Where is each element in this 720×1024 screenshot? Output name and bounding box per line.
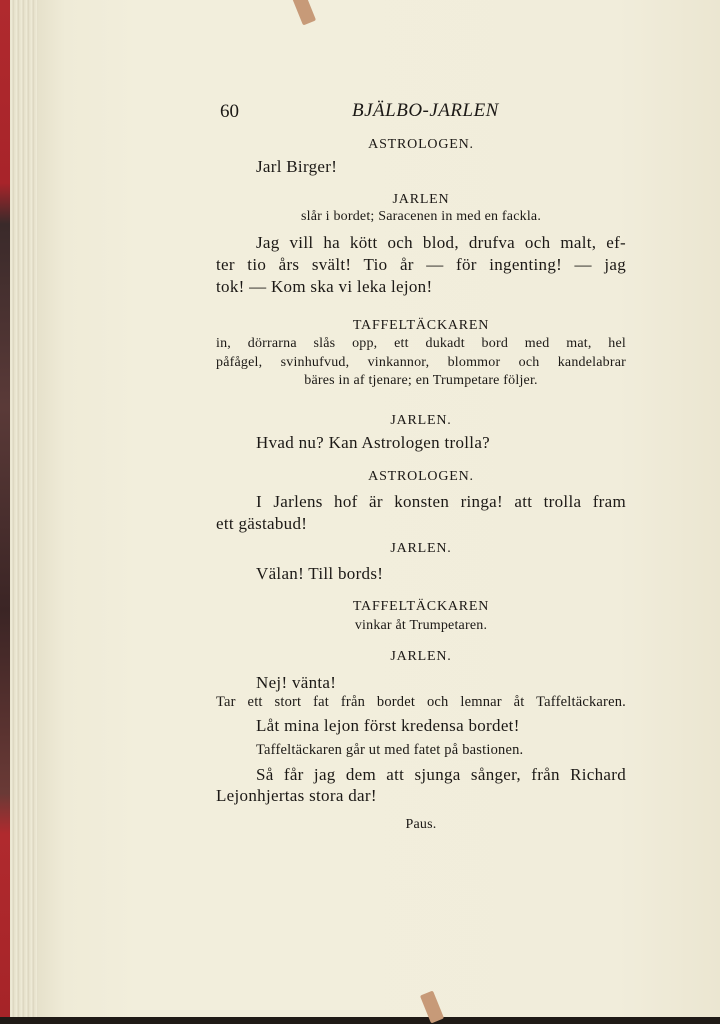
speaker-astrologen: ASTROLOGEN.	[368, 469, 474, 484]
stage-direction: slår i bordet; Saracenen in med en fackla.	[300, 209, 542, 224]
speaker-jarlen: JARLEN.	[390, 541, 452, 556]
dialogue-line: Hvad nu? Kan Astrologen trolla?	[256, 433, 491, 452]
dialogue-line: Så får jag dem att sjunga sånger, från Richard	[256, 765, 626, 784]
dialogue-line: ter tio års svält! Tio år — för ingenting! — jag	[216, 255, 626, 274]
stage-direction: Taffeltäckaren går ut med fatet på bastionen.	[256, 742, 524, 758]
dialogue-line: tok! — Kom ska vi leka lejon!	[216, 277, 433, 296]
page-number: 60	[220, 101, 239, 122]
speaker-jarlen: JARLEN.	[390, 649, 452, 664]
dialogue-line: Jarl Birger!	[256, 157, 338, 176]
stage-direction: in, dörrarna slås opp, ett dukadt bord med mat, hel	[216, 336, 626, 351]
dialogue-line: ett gästabud!	[216, 514, 308, 533]
stage-direction-paus: Paus.	[405, 817, 437, 832]
running-title: BJÄLBO-JARLEN	[352, 100, 499, 121]
dialogue-line: Nej! vänta!	[256, 673, 337, 692]
dialogue-line: Jag vill ha kött och blod, drufva och malt, ef-	[256, 233, 626, 252]
stage-direction: påfågel, svinhufvud, vinkannor, blommor och kandelabrar	[216, 355, 626, 370]
speaker-taffeltackaren: TAFFELTÄCKAREN	[352, 318, 490, 333]
dialogue-line: Låt mina lejon först kredensa bordet!	[256, 716, 520, 735]
speaker-astrologen: ASTROLOGEN.	[368, 137, 474, 152]
speaker-jarlen: JARLEN	[392, 192, 450, 207]
speaker-taffeltackaren: TAFFELTÄCKAREN	[352, 599, 490, 614]
stage-direction: vinkar åt Trumpetaren.	[354, 618, 488, 633]
dialogue-line: Lejonhjertas stora dar!	[216, 786, 377, 805]
dialogue-line: Välan! Till bords!	[256, 564, 384, 583]
speaker-jarlen: JARLEN.	[390, 413, 452, 428]
stage-direction: bäres in af tjenare; en Trumpetare följer.	[304, 373, 538, 388]
dialogue-line: I Jarlens hof är konsten ringa! att trolla fram	[256, 492, 626, 511]
stage-direction: Tar ett stort fat från bordet och lemnar åt Taffeltäckaren.	[216, 694, 626, 710]
